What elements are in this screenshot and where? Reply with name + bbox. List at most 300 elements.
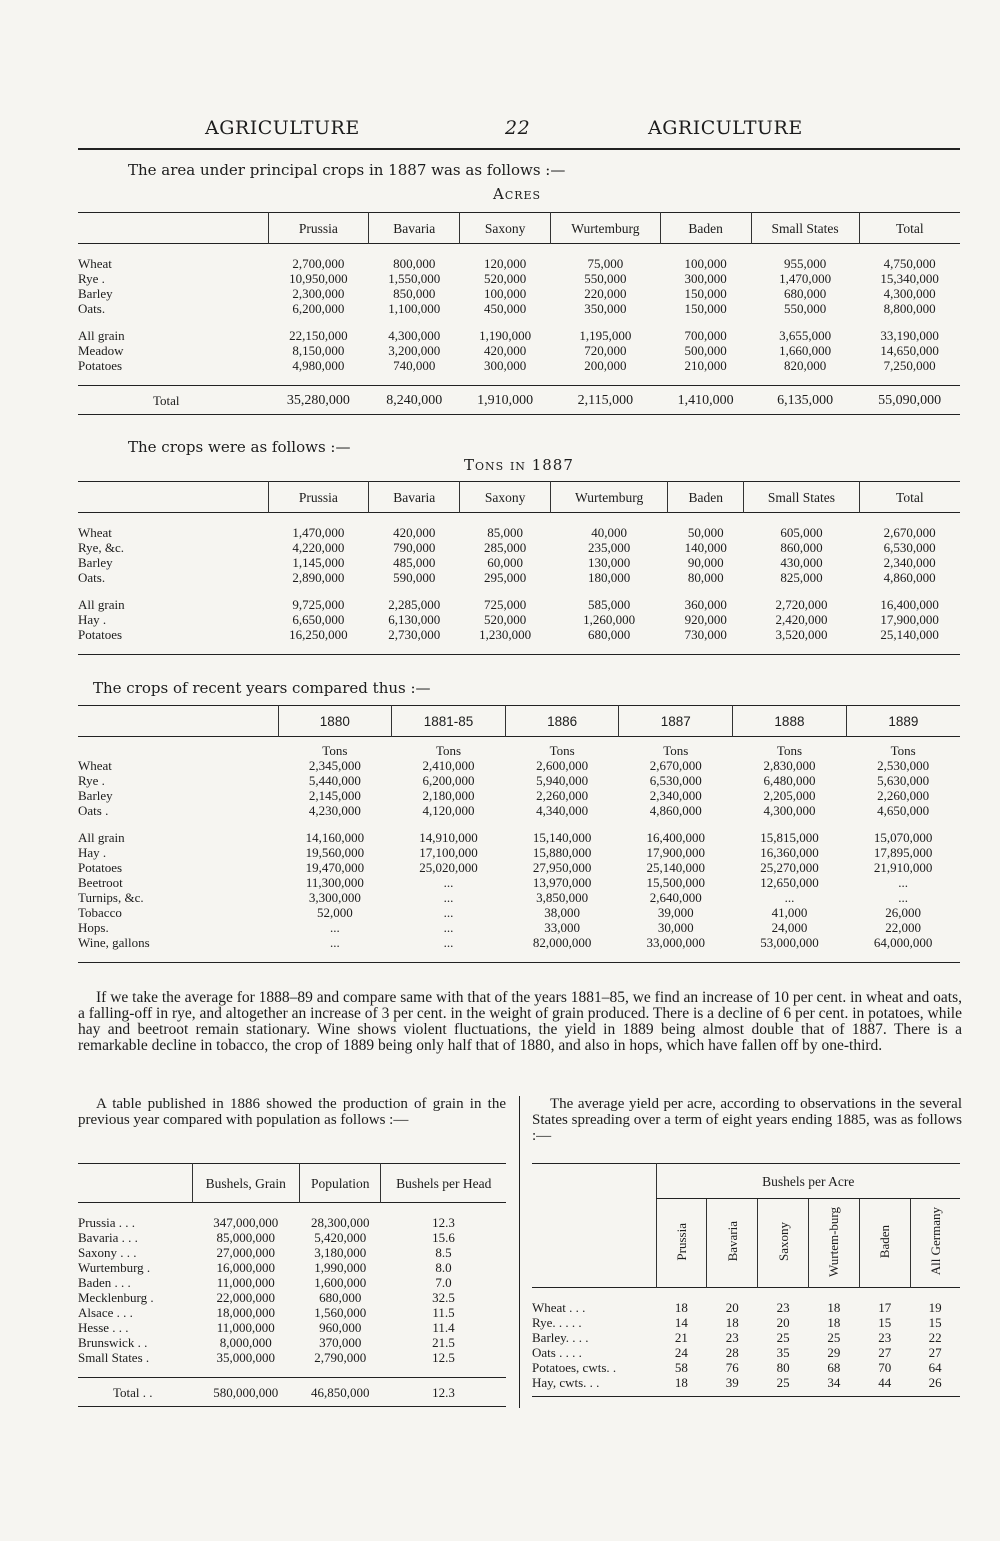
cell-value: 1,410,000: [677, 392, 734, 408]
cell-value: ...: [443, 905, 454, 920]
cell-value: 730,000: [684, 627, 727, 642]
table-row: [532, 1360, 960, 1375]
spacer-cell: [751, 316, 859, 328]
cell-value: 53,000,000: [760, 935, 819, 950]
column-header: Prussia: [268, 482, 369, 513]
crops-unit: Tons in 1887: [464, 456, 574, 474]
column-header: Bavaria: [369, 213, 460, 244]
cell-value: 50,000: [687, 525, 724, 540]
cell-value: 18: [725, 1315, 739, 1330]
spacer-row: [78, 513, 960, 526]
cell-value: 850,000: [393, 286, 436, 301]
cell-value: 4,230,000: [308, 803, 361, 818]
recent-intro: The crops of recent years compared thus :—: [93, 679, 431, 697]
table-row: [78, 358, 960, 373]
row-label: Hay .: [78, 845, 107, 860]
cell-value: 70: [878, 1360, 892, 1375]
cell-value: 28: [725, 1345, 739, 1360]
cell-value: 27: [928, 1345, 942, 1360]
cell-value: 4,220,000: [292, 540, 345, 555]
cell-value: 17: [878, 1300, 892, 1315]
row-label: Rye .: [78, 773, 105, 788]
spacer-cell: [369, 513, 460, 526]
cell-value: 955,000: [783, 256, 827, 271]
cell-value: 19,470,000: [305, 860, 365, 875]
table-row: [78, 627, 960, 642]
unit-label: Tons: [890, 743, 916, 758]
cell-value: 1,230,000: [479, 627, 532, 642]
cell-value: ...: [443, 875, 454, 890]
cell-value: 1,470,000: [779, 271, 832, 286]
header-blank: [532, 1199, 656, 1288]
cell-value: 605,000: [780, 525, 823, 540]
cell-value: 680,000: [588, 627, 631, 642]
cell-value: 80,000: [687, 570, 724, 585]
cell-value: 150,000: [684, 301, 727, 316]
row-label: Potatoes: [78, 627, 123, 642]
column-header: Prussia: [268, 213, 369, 244]
cell-value: 300,000: [484, 358, 527, 373]
cell-value: 200,000: [584, 358, 627, 373]
row-label: All grain: [78, 597, 125, 612]
cell-value: 15,340,000: [880, 271, 939, 286]
cell-value: 550,000: [783, 301, 827, 316]
cell-value: 2,420,000: [775, 612, 828, 627]
cell-value: ...: [443, 935, 454, 950]
table-row: [78, 1305, 506, 1320]
cell-value: 8.5: [435, 1245, 452, 1260]
column-header-text: Saxony: [775, 1222, 791, 1261]
cell-value: 8,150,000: [292, 343, 345, 358]
cell-value: 33,000: [544, 920, 581, 935]
cell-value: 85,000,000: [216, 1230, 276, 1245]
spacer-cell: [668, 642, 744, 655]
row-label: Rye. . . . .: [532, 1315, 582, 1330]
cell-value: 450,000: [484, 301, 527, 316]
cell-value: 5,440,000: [308, 773, 361, 788]
spacer-cell: [619, 818, 733, 830]
year-header: 1886: [505, 706, 619, 737]
year-header: 1889: [846, 706, 960, 737]
cell-value: 2,340,000: [649, 788, 702, 803]
cell-value: 360,000: [684, 597, 727, 612]
cell-value: 295,000: [484, 570, 527, 585]
row-label: Beetroot: [78, 875, 123, 890]
spacer-cell: [551, 513, 668, 526]
table-row: [78, 1275, 506, 1290]
spacer-cell: [660, 316, 751, 328]
cell-value: 680,000: [319, 1290, 362, 1305]
cell-value: 17,900,000: [646, 845, 706, 860]
spacer-row: [78, 1365, 506, 1378]
cell-value: 2,790,000: [314, 1350, 367, 1365]
row-label: Hay .: [78, 612, 107, 627]
spacer-cell: [859, 585, 960, 597]
spacer-cell: [846, 818, 960, 830]
cell-value: 22,150,000: [289, 328, 348, 343]
column-header: [656, 1199, 707, 1288]
row-label: Small States .: [78, 1350, 150, 1365]
cell-value: 7,250,000: [883, 358, 936, 373]
row-label: Wheat: [78, 525, 112, 540]
spacer-cell: [369, 585, 460, 597]
cell-value: 800,000: [393, 256, 436, 271]
table-row: [78, 555, 960, 570]
cell-value: 2,145,000: [308, 788, 361, 803]
cell-value: 6,135,000: [777, 392, 834, 408]
cell-value: 2,180,000: [422, 788, 475, 803]
spacer-row: [532, 1288, 960, 1301]
unit-label: Tons: [663, 743, 689, 758]
row-label: Prussia . . .: [78, 1215, 136, 1230]
spacer-cell: [859, 1390, 910, 1396]
cell-value: 58: [674, 1360, 688, 1375]
yield-group-header-row: [532, 1164, 960, 1199]
row-label: All grain: [78, 830, 125, 845]
spacer-cell: [381, 1365, 506, 1378]
area-table: [78, 212, 960, 415]
spacer-cell: [733, 950, 847, 963]
header-blank: [78, 213, 268, 244]
cell-value: 120,000: [484, 256, 527, 271]
cell-value: 4,980,000: [292, 358, 345, 373]
spacer-cell: [656, 1390, 707, 1396]
cell-value: 3,200,000: [388, 343, 441, 358]
table-row: [78, 860, 960, 875]
cell-value: 1,470,000: [292, 525, 345, 540]
cell-value: 4,650,000: [877, 803, 930, 818]
table-row: [78, 1350, 506, 1365]
cell-value: 64: [928, 1360, 942, 1375]
spacer-cell: [744, 642, 859, 655]
cell-value: 2,260,000: [877, 788, 930, 803]
row-label: Barley: [78, 555, 113, 570]
spacer-row: [78, 585, 960, 597]
spacer-cell: [460, 244, 551, 257]
cell-value: 2,720,000: [775, 597, 828, 612]
cell-value: 44: [878, 1375, 892, 1390]
cell-value: 27,000,000: [216, 1245, 276, 1260]
spacer-cell: [744, 585, 859, 597]
cell-value: 8.0: [435, 1260, 452, 1275]
column-header: Baden: [660, 213, 751, 244]
row-label: Meadow: [78, 343, 124, 358]
cell-value: 420,000: [393, 525, 436, 540]
year-header: 1888: [733, 706, 847, 737]
header-blank: [78, 482, 268, 513]
column-header: Total: [859, 482, 960, 513]
cell-value: 82,000,000: [532, 935, 592, 950]
spacer-cell: [808, 1288, 859, 1301]
cell-value: 15,815,000: [760, 830, 819, 845]
cell-value: 825,000: [780, 570, 823, 585]
cell-value: 1,660,000: [779, 343, 832, 358]
cell-value: 18: [827, 1300, 841, 1315]
spacer-cell: [859, 373, 960, 386]
row-label: All grain: [78, 328, 125, 343]
cell-value: 4,340,000: [536, 803, 589, 818]
cell-value: 680,000: [783, 286, 827, 301]
crops-intro: The crops were as follows :—: [128, 438, 351, 456]
table-row: [532, 1345, 960, 1360]
yield-group-header: Bushels per Acre: [656, 1164, 960, 1199]
column-header-text: All Germany: [927, 1207, 943, 1276]
cell-value: ...: [329, 920, 340, 935]
cell-value: 35,000,000: [216, 1350, 276, 1365]
cell-value: 5,630,000: [877, 773, 930, 788]
spacer-cell: [859, 244, 960, 257]
cell-value: 740,000: [393, 358, 436, 373]
table-row: [78, 758, 960, 773]
cell-value: 27: [878, 1345, 892, 1360]
cell-value: 1,550,000: [388, 271, 441, 286]
table-row: [78, 1230, 506, 1245]
row-label: Baden . . .: [78, 1275, 131, 1290]
cell-value: 300,000: [684, 271, 727, 286]
spacer-cell: [78, 818, 278, 830]
column-header: Population: [300, 1164, 381, 1203]
cell-value: 13,970,000: [532, 875, 592, 890]
cell-value: 2,730,000: [388, 627, 441, 642]
table-row: [78, 830, 960, 845]
cell-value: 4,860,000: [883, 570, 936, 585]
running-header-right: AGRICULTURE: [648, 117, 803, 139]
cell-value: 1,560,000: [314, 1305, 367, 1320]
cell-value: 220,000: [584, 286, 627, 301]
spacer-cell: [859, 642, 960, 655]
unit-label: Tons: [435, 743, 462, 758]
cell-value: 2,670,000: [649, 758, 702, 773]
production-table: [78, 1163, 506, 1407]
cell-value: 6,200,000: [292, 301, 345, 316]
cell-value: 27,950,000: [532, 860, 592, 875]
cell-value: 16,360,000: [760, 845, 819, 860]
column-header-text: Wurtem-burg: [826, 1206, 842, 1277]
row-label: Wheat . . .: [532, 1300, 586, 1315]
spacer-cell: [551, 316, 661, 328]
spacer-row: [78, 1203, 506, 1216]
spacer-row: [78, 373, 960, 386]
unit-label: Tons: [322, 743, 348, 758]
cell-value: 15: [878, 1315, 892, 1330]
spacer-cell: [668, 585, 744, 597]
header-blank: [78, 706, 278, 737]
cell-value: 5,940,000: [536, 773, 589, 788]
column-header: [808, 1199, 859, 1288]
cell-value: 35,280,000: [286, 392, 350, 408]
spacer-cell: [78, 316, 268, 328]
cell-value: 485,000: [393, 555, 436, 570]
spacer-cell: [392, 950, 506, 963]
cell-value: 4,300,000: [763, 803, 816, 818]
cell-value: 6,650,000: [292, 612, 345, 627]
cell-value: 4,300,000: [388, 328, 441, 343]
summary-paragraph: [78, 990, 962, 1054]
cell-value: ...: [898, 890, 909, 905]
spacer-cell: [751, 373, 859, 386]
cell-value: 420,000: [484, 343, 527, 358]
cell-value: 38,000: [544, 905, 581, 920]
table-row: [78, 1335, 506, 1350]
cell-value: 22: [928, 1330, 942, 1345]
spacer-cell: [707, 1288, 758, 1301]
year-header: 1881-85: [392, 706, 506, 737]
column-header: Small States: [751, 213, 859, 244]
spacer-cell: [656, 1288, 707, 1301]
table-row: [78, 301, 960, 316]
row-label: Potatoes: [78, 358, 123, 373]
cell-value: 2,670,000: [883, 525, 936, 540]
spacer-cell: [268, 373, 369, 386]
recent-table: [78, 705, 960, 963]
row-label: Oats . . . .: [532, 1345, 582, 1360]
spacer-cell: [268, 316, 369, 328]
cell-value: 2,260,000: [536, 788, 589, 803]
spacer-row: [532, 1390, 960, 1396]
row-label: Total: [153, 392, 180, 408]
cell-value: 25: [776, 1375, 790, 1390]
cell-value: 235,000: [588, 540, 631, 555]
column-header: Baden: [668, 482, 744, 513]
cell-value: 15: [928, 1315, 942, 1330]
cell-value: 52,000: [316, 905, 353, 920]
column-header: [707, 1199, 758, 1288]
cell-value: 19: [928, 1300, 942, 1315]
cell-value: 35: [776, 1345, 790, 1360]
cell-value: 1,990,000: [314, 1260, 367, 1275]
area-header-row: [78, 213, 960, 244]
spacer-cell: [369, 316, 460, 328]
cell-value: 700,000: [684, 328, 727, 343]
cell-value: 16,400,000: [646, 830, 706, 845]
table-row: [78, 875, 960, 890]
row-label: Hay, cwts. . .: [532, 1375, 600, 1390]
cell-value: 14,650,000: [880, 343, 939, 358]
row-label: Potatoes: [78, 860, 123, 875]
area-unit: Acres: [493, 185, 542, 203]
table-row: [78, 1215, 506, 1230]
cell-value: 11.5: [432, 1305, 455, 1320]
cell-value: 2,300,000: [292, 286, 345, 301]
table-row: [78, 343, 960, 358]
row-label: Oats .: [78, 803, 109, 818]
spacer-cell: [660, 244, 751, 257]
column-header-text: Prussia: [673, 1222, 689, 1261]
spacer-row: [78, 818, 960, 830]
column-header: Small States: [744, 482, 859, 513]
cell-value: 23: [878, 1330, 892, 1345]
spacer-cell: [532, 1390, 656, 1396]
cell-value: 17,900,000: [880, 612, 939, 627]
cell-value: 18: [827, 1315, 841, 1330]
cell-value: 26: [928, 1375, 942, 1390]
spacer-cell: [268, 642, 369, 655]
row-label: Barley. . . .: [532, 1330, 589, 1345]
cell-value: 2,530,000: [877, 758, 930, 773]
spacer-cell: [910, 1390, 960, 1396]
spacer-cell: [460, 373, 551, 386]
cell-value: 11.4: [432, 1320, 455, 1335]
cell-value: 39: [725, 1375, 739, 1390]
spacer-cell: [300, 1365, 381, 1378]
spacer-cell: [369, 373, 460, 386]
yield-table: [532, 1163, 960, 1397]
spacer-cell: [505, 818, 619, 830]
table-row: [78, 905, 960, 920]
table-row: [78, 890, 960, 905]
spacer-cell: [268, 513, 369, 526]
spacer-cell: [78, 950, 278, 963]
spacer-cell: [78, 642, 268, 655]
cell-value: 920,000: [684, 612, 727, 627]
cell-value: 2,830,000: [763, 758, 816, 773]
table-row: [78, 612, 960, 627]
spacer-cell: [392, 818, 506, 830]
spacer-cell: [268, 244, 369, 257]
spacer-cell: [268, 585, 369, 597]
cell-value: 32.5: [432, 1290, 455, 1305]
cell-value: ...: [898, 875, 909, 890]
cell-value: 8,800,000: [883, 301, 936, 316]
cell-value: 210,000: [684, 358, 727, 373]
cell-value: 347,000,000: [213, 1215, 279, 1230]
table-row: [78, 286, 960, 301]
spacer-cell: [859, 1288, 910, 1301]
table-row: [532, 1375, 960, 1390]
table-row: [532, 1300, 960, 1315]
row-label: Oats.: [78, 570, 106, 585]
table-row: [78, 845, 960, 860]
spacer-cell: [460, 642, 551, 655]
cell-value: 21: [674, 1330, 688, 1345]
cell-value: 24,000: [771, 920, 808, 935]
table-row: [78, 1320, 506, 1335]
column-header: Bavaria: [369, 482, 460, 513]
cell-value: 10,950,000: [289, 271, 348, 286]
cell-value: 1,260,000: [583, 612, 636, 627]
cell-value: 590,000: [393, 570, 436, 585]
cell-value: 28,300,000: [311, 1215, 370, 1230]
cell-value: 14: [674, 1315, 688, 1330]
cell-value: 90,000: [687, 555, 724, 570]
cell-value: 64,000,000: [873, 935, 933, 950]
spacer-cell: [551, 244, 661, 257]
cell-value: 11,300,000: [305, 875, 364, 890]
spacer-cell: [192, 1203, 300, 1216]
cell-value: 725,000: [484, 597, 527, 612]
cell-value: 2,285,000: [388, 597, 441, 612]
cell-value: 4,750,000: [883, 256, 936, 271]
cell-value: 790,000: [393, 540, 436, 555]
cell-value: 46,850,000: [311, 1384, 370, 1400]
spacer-cell: [733, 818, 847, 830]
cell-value: 25,270,000: [760, 860, 819, 875]
spacer-cell: [381, 1203, 506, 1216]
cell-value: 22,000,000: [216, 1290, 276, 1305]
cell-value: 12.3: [432, 1215, 455, 1230]
spacer-row: [78, 642, 960, 655]
cell-value: 100,000: [484, 286, 527, 301]
cell-value: 3,520,000: [775, 627, 828, 642]
cell-value: 3,300,000: [308, 890, 361, 905]
row-label: Tobacco: [78, 905, 122, 920]
cell-value: 60,000: [487, 555, 524, 570]
cell-value: 580,000,000: [213, 1384, 279, 1400]
unit-label: Tons: [549, 743, 575, 758]
cell-value: 12.5: [432, 1350, 455, 1365]
cell-value: 2,700,000: [292, 256, 345, 271]
row-label: Barley: [78, 286, 113, 301]
